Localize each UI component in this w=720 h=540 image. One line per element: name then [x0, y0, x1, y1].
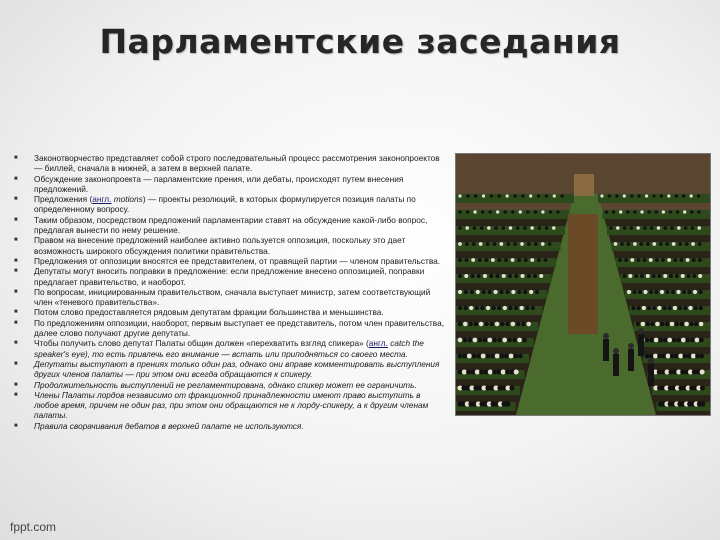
bullet-text: Потом слово предоставляется рядовым депутатам фракции большинства и меньшинства. — [34, 307, 384, 318]
bullet-marker-icon: ■ — [14, 340, 18, 347]
bullet-marker-icon: ■ — [14, 391, 18, 398]
bullet-marker-icon: ■ — [14, 257, 18, 264]
bullet-marker-icon: ■ — [14, 422, 18, 429]
bullet-text: Правила сворачивания дебатов в верхней палате не используются. — [34, 420, 304, 431]
bullet-item — [14, 421, 446, 431]
bullet-item — [14, 215, 446, 236]
bullet-item — [14, 194, 446, 215]
slide-title: Парламентские заседания — [99, 22, 621, 61]
bullet-item — [14, 287, 446, 308]
bullet-text: Правом на внесение предложений наиболее активно пользуется оппозиция, поскольку это дает возможность широкого обсуждения политики правительства. — [34, 235, 406, 256]
bullet-item — [14, 266, 446, 287]
bullet-text: Чтобы получить слово депутат Палаты общин должен «перехватить взгляд спикера» ( — [34, 338, 369, 349]
bullet-text: motions — [113, 194, 143, 205]
bullet-item — [14, 153, 446, 174]
bullet-marker-icon: ■ — [14, 155, 18, 161]
bullet-marker-icon: ■ — [14, 381, 18, 388]
bullet-text: Таким образом, посредством предложений парламентарии ставят на обсуждение какой-либо вопрос, предлагая вынести по нему решение. — [34, 214, 428, 236]
bullet-item — [14, 338, 446, 359]
bullet-text: Депутаты выступают в прениях только один раз, однако они вправе комментировать выступления других членов палаты — при этом они всегда обращаются к спикеру. — [34, 358, 440, 380]
bullet-text: Обсуждение законопроекта — парламентские прения, или дебаты, происходят путем внесения предложений. — [34, 173, 404, 194]
bullet-marker-icon: ■ — [14, 237, 18, 244]
bullet-item — [14, 307, 446, 317]
bullet-marker-icon: ■ — [14, 268, 18, 275]
bullet-marker-icon: ■ — [14, 309, 18, 316]
bullet-text: Депутаты могут вносить поправки в предложение: если предложение внесено оппозицией, поправки предлагает правительство, и наоборот. — [34, 266, 425, 287]
bullet-text: Законотворчество представляет собой строго последовательный процесс рассмотрения законопроектов — биллей, сначала в нижней, а затем в верхней палате. — [34, 153, 440, 174]
parliament-photo — [455, 153, 711, 416]
bullet-item — [14, 256, 446, 266]
bullet-item — [14, 380, 446, 390]
bullet-marker-icon: ■ — [14, 360, 18, 367]
bullet-item — [14, 359, 446, 380]
bullet-text: По вопросам, инициированным правительством, сначала выступает министр, затем соответствующий член «теневого правительства». — [34, 286, 431, 308]
bullet-list — [14, 153, 446, 431]
bullet-item — [14, 318, 446, 339]
bullet-marker-icon: ■ — [14, 288, 18, 295]
bullet-marker-icon: ■ — [14, 319, 18, 326]
bullet-text: Предложения от оппозиции вносятся ее представителем, от правящей партии — членом правительства. — [34, 255, 441, 266]
bullet-text: Продолжительность выступлений не регламентирована, однако спикер может ее ограничить. — [34, 379, 417, 390]
bullet-text: ) — проекты резолюций, в которых формулируется позиция палаты по определенному вопросу. — [34, 194, 416, 215]
bullet-marker-icon: ■ — [14, 216, 18, 223]
footer-brand: fppt.com — [10, 520, 57, 534]
bullet-item — [14, 174, 446, 195]
bullet-marker-icon: ■ — [14, 175, 18, 182]
bullet-marker-icon: ■ — [14, 196, 18, 203]
bullet-item — [14, 235, 446, 256]
parliament-chamber-photo-icon — [456, 154, 710, 415]
bullet-text: Предложения ( — [34, 194, 93, 205]
bullet-item — [14, 390, 446, 421]
term-link[interactable]: англ. — [92, 194, 112, 205]
bullet-text: catch the speaker's eye), то есть привлечь его внимание — встать или приподняться со своего места. — [34, 338, 424, 359]
bullet-text: Члены Палаты лордов независимо от фракционной принадлежности имеют право выступить в любое время, причем не один раз, при этом они обращаются не к лорду-спикеру, а к другим членам палаты. — [34, 389, 429, 421]
bullet-text: По предложениям оппозиции, наоборот, первым выступает ее представитель, потом член правительства, далее слово получают другие депутаты. — [34, 317, 445, 339]
term-link[interactable]: англ. — [368, 338, 388, 349]
